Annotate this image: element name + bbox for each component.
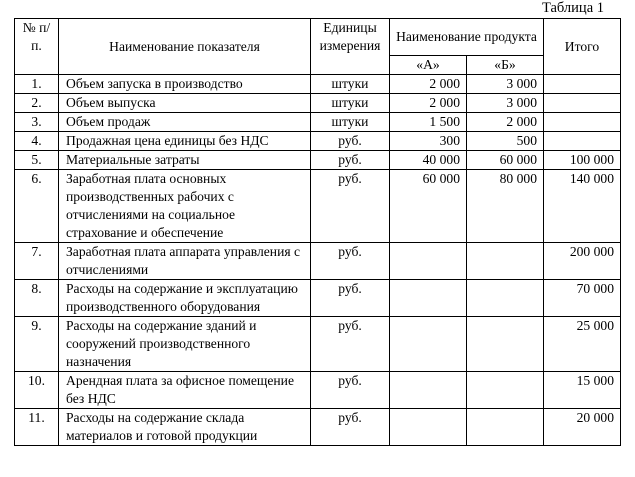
header-product-b: «Б»: [467, 56, 544, 75]
row-value-a: 40 000: [390, 151, 467, 170]
row-total: [544, 113, 621, 132]
row-value-b: 3 000: [467, 75, 544, 94]
row-value-b: [467, 409, 544, 446]
row-unit: руб.: [311, 132, 390, 151]
row-value-a: [390, 280, 467, 317]
row-value-a: 60 000: [390, 170, 467, 243]
row-value-a: 2 000: [390, 75, 467, 94]
table-row: [15, 113, 621, 132]
row-total: 140 000: [544, 170, 621, 243]
row-total: 100 000: [544, 151, 621, 170]
row-value-b: 60 000: [467, 151, 544, 170]
row-name: Расходы на содержание склада материалов и готовой продукции: [59, 409, 311, 446]
row-num: 1.: [15, 75, 59, 94]
row-value-b: 2 000: [467, 113, 544, 132]
row-num: 8.: [15, 280, 59, 317]
row-num: 9.: [15, 317, 59, 372]
row-unit: руб.: [311, 170, 390, 243]
row-unit: штуки: [311, 94, 390, 113]
row-unit: руб.: [311, 372, 390, 409]
row-unit: штуки: [311, 75, 390, 94]
header-unit: Единицы измерения: [311, 19, 390, 75]
row-name: Заработная плата аппарата управления с отчислениями: [59, 243, 311, 280]
table-row: [15, 75, 621, 94]
row-value-b: 500: [467, 132, 544, 151]
row-num: 7.: [15, 243, 59, 280]
row-value-b: [467, 317, 544, 372]
row-num: 4.: [15, 132, 59, 151]
row-name: Объем запуска в производство: [59, 75, 311, 94]
row-unit: штуки: [311, 113, 390, 132]
table-row: [15, 132, 621, 151]
row-value-a: [390, 372, 467, 409]
indicators-table: [14, 18, 621, 446]
table-row: [15, 94, 621, 113]
table-row: [15, 170, 621, 243]
row-num: 5.: [15, 151, 59, 170]
row-value-b: 80 000: [467, 170, 544, 243]
row-value-a: 2 000: [390, 94, 467, 113]
row-name: Расходы на содержание и эксплуатацию производственного оборудования: [59, 280, 311, 317]
row-value-b: [467, 243, 544, 280]
row-total: [544, 75, 621, 94]
table-row: [15, 151, 621, 170]
row-total: [544, 132, 621, 151]
row-value-b: 3 000: [467, 94, 544, 113]
row-name: Расходы на содержание зданий и сооружений производственного назначения: [59, 317, 311, 372]
row-name: Заработная плата основных производственных рабочих с отчислениями на социальное страхование и обеспечение: [59, 170, 311, 243]
row-name: Объем продаж: [59, 113, 311, 132]
row-unit: руб.: [311, 280, 390, 317]
table-caption: Таблица 1: [541, 0, 604, 16]
row-total: 25 000: [544, 317, 621, 372]
table-row: [15, 243, 621, 280]
table-row: [15, 409, 621, 446]
row-name: Продажная цена единицы без НДС: [59, 132, 311, 151]
row-total: 200 000: [544, 243, 621, 280]
row-name: Арендная плата за офисное помещение без НДС: [59, 372, 311, 409]
row-value-a: 1 500: [390, 113, 467, 132]
header-name: Наименование показателя: [59, 19, 311, 75]
table-row: [15, 317, 621, 372]
row-total: 70 000: [544, 280, 621, 317]
row-total: [544, 94, 621, 113]
row-value-a: [390, 317, 467, 372]
row-num: 3.: [15, 113, 59, 132]
row-value-a: 300: [390, 132, 467, 151]
row-unit: руб.: [311, 151, 390, 170]
row-num: 10.: [15, 372, 59, 409]
header-num: № п/п.: [15, 19, 59, 75]
row-value-b: [467, 372, 544, 409]
row-num: 6.: [15, 170, 59, 243]
header-total: Итого: [544, 19, 621, 75]
header-product-a: «А»: [390, 56, 467, 75]
row-value-b: [467, 280, 544, 317]
row-value-a: [390, 409, 467, 446]
row-unit: руб.: [311, 243, 390, 280]
row-total: 20 000: [544, 409, 621, 446]
row-num: 2.: [15, 94, 59, 113]
row-unit: руб.: [311, 409, 390, 446]
row-total: 15 000: [544, 372, 621, 409]
row-value-a: [390, 243, 467, 280]
table-row: [15, 280, 621, 317]
table-row: [15, 372, 621, 409]
row-unit: руб.: [311, 317, 390, 372]
row-name: Объем выпуска: [59, 94, 311, 113]
row-name: Материальные затраты: [59, 151, 311, 170]
header-product: Наименование продукта: [390, 19, 544, 56]
row-num: 11.: [15, 409, 59, 446]
